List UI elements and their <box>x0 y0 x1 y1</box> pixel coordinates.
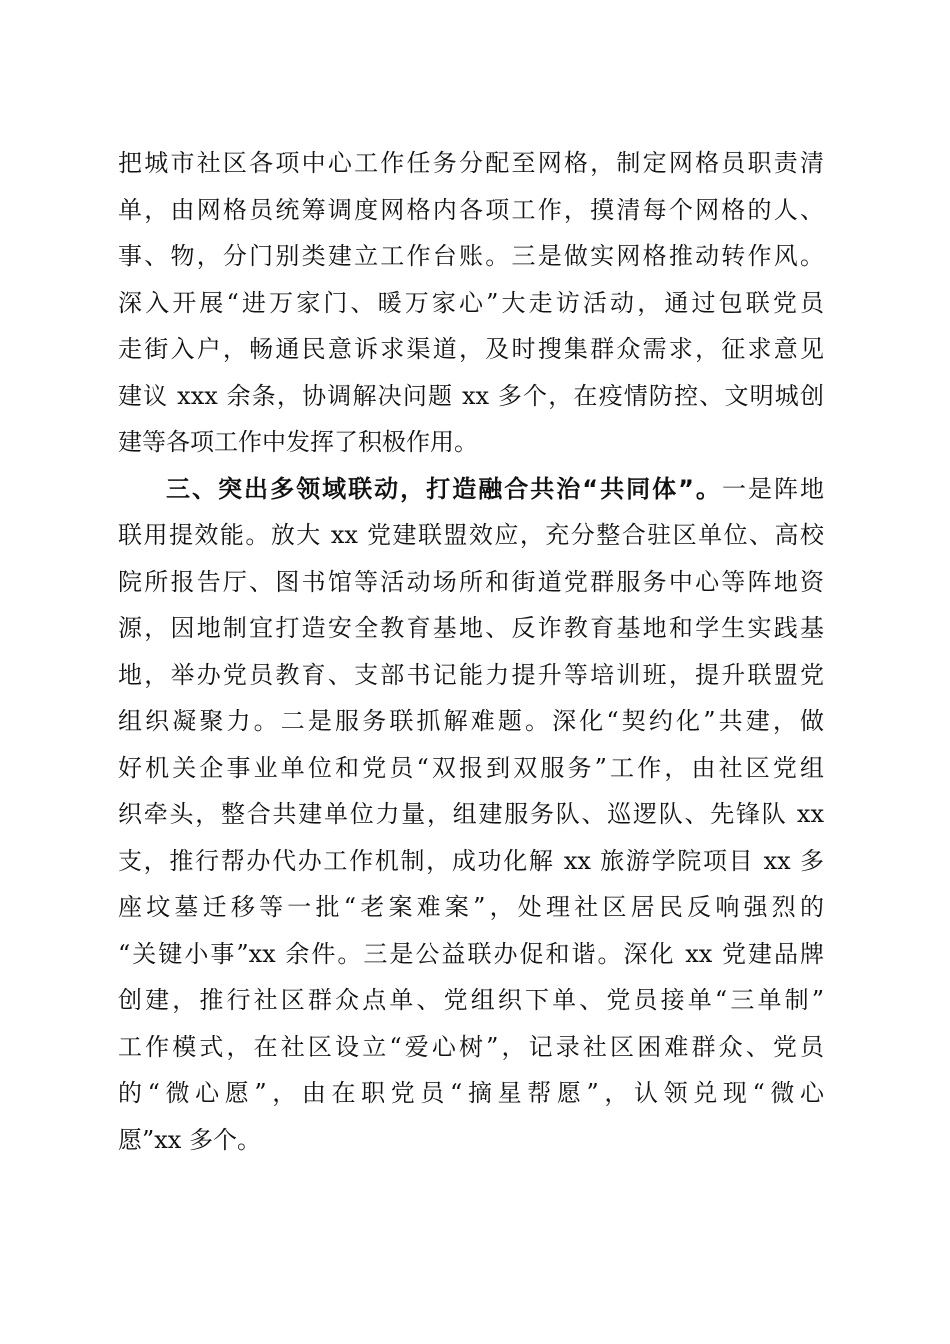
paragraph-2-line: 支，推行帮办代办工作机制，成功化解 xx 旅游学院项目 xx 多 <box>118 846 824 875</box>
paragraph-1-line: 建议 xxx 余条，协调解决问题 xx 多个，在疫情防控、文明城创 <box>118 381 824 410</box>
paragraph-2-line: 源，因地制宜打造安全教育基地、反诈教育基地和学生实践基 <box>118 614 824 642</box>
paragraph-1-line: 把城市社区各项中心工作任务分配至网格，制定网格员职责清 <box>118 149 824 177</box>
paragraph-1-line: 深入开展“进万家门、暖万家心”大走访活动，通过包联党员 <box>118 288 824 317</box>
paragraph-2-line: 组织凝聚力。二是服务联抓解难题。深化“契约化”共建，做 <box>118 707 824 735</box>
paragraph-2-line: 愿”xx 多个。 <box>118 1125 261 1154</box>
paragraph-1-line: 走街入户，畅通民意诉求渠道，及时搜集群众需求，征求意见 <box>118 335 824 363</box>
paragraph-2-line: “关键小事”xx 余件。三是公益联办促和谐。深化 xx 党建品牌 <box>118 939 824 968</box>
paragraph-2-line: 创建，推行社区群众点单、党组织下单、党员接单“三单制” <box>118 986 824 1014</box>
paragraph-2-line: 工作模式，在社区设立“爱心树”，记录社区困难群众、党员 <box>118 1032 824 1061</box>
paragraph-2-line: 织牵头，整合共建单位力量，组建服务队、巡逻队、先锋队 xx <box>118 800 824 828</box>
paragraph-2-line: 的“微心愿”，由在职党员“摘星帮愿”，认领兑现“微心 <box>118 1079 824 1107</box>
paragraph-2-first-line-rest: 一是阵地 <box>721 474 825 503</box>
section-heading: 三、突出多领域联动，打造融合共治“共同体”。 <box>166 474 722 503</box>
paragraph-2-line: 好机关企事业单位和党员“双报到双服务”工作，由社区党组 <box>118 753 824 782</box>
paragraph-2-line: 地，举办党员教育、支部书记能力提升等培训班，提升联盟党 <box>118 660 824 689</box>
paragraph-2-line: 联用提效能。放大 xx 党建联盟效应，充分整合驻区单位、高校 <box>118 521 824 549</box>
document-body <box>118 140 824 1163</box>
paragraph-2-line: 座坟墓迁移等一批“老案难案”，处理社区居民反响强烈的 <box>118 893 824 921</box>
paragraph-1-line: 建等各项工作中发挥了积极作用。 <box>118 428 478 456</box>
paragraph-1-line: 事、物，分门别类建立工作台账。三是做实网格推动转作风。 <box>118 242 824 270</box>
paragraph-2-first-line <box>118 466 824 513</box>
paragraph-1-line: 单，由网格员统筹调度网格内各项工作，摸清每个网格的人、 <box>118 195 824 224</box>
paragraph-2-line: 院所报告厅、图书馆等活动场所和街道党群服务中心等阵地资 <box>118 567 824 596</box>
